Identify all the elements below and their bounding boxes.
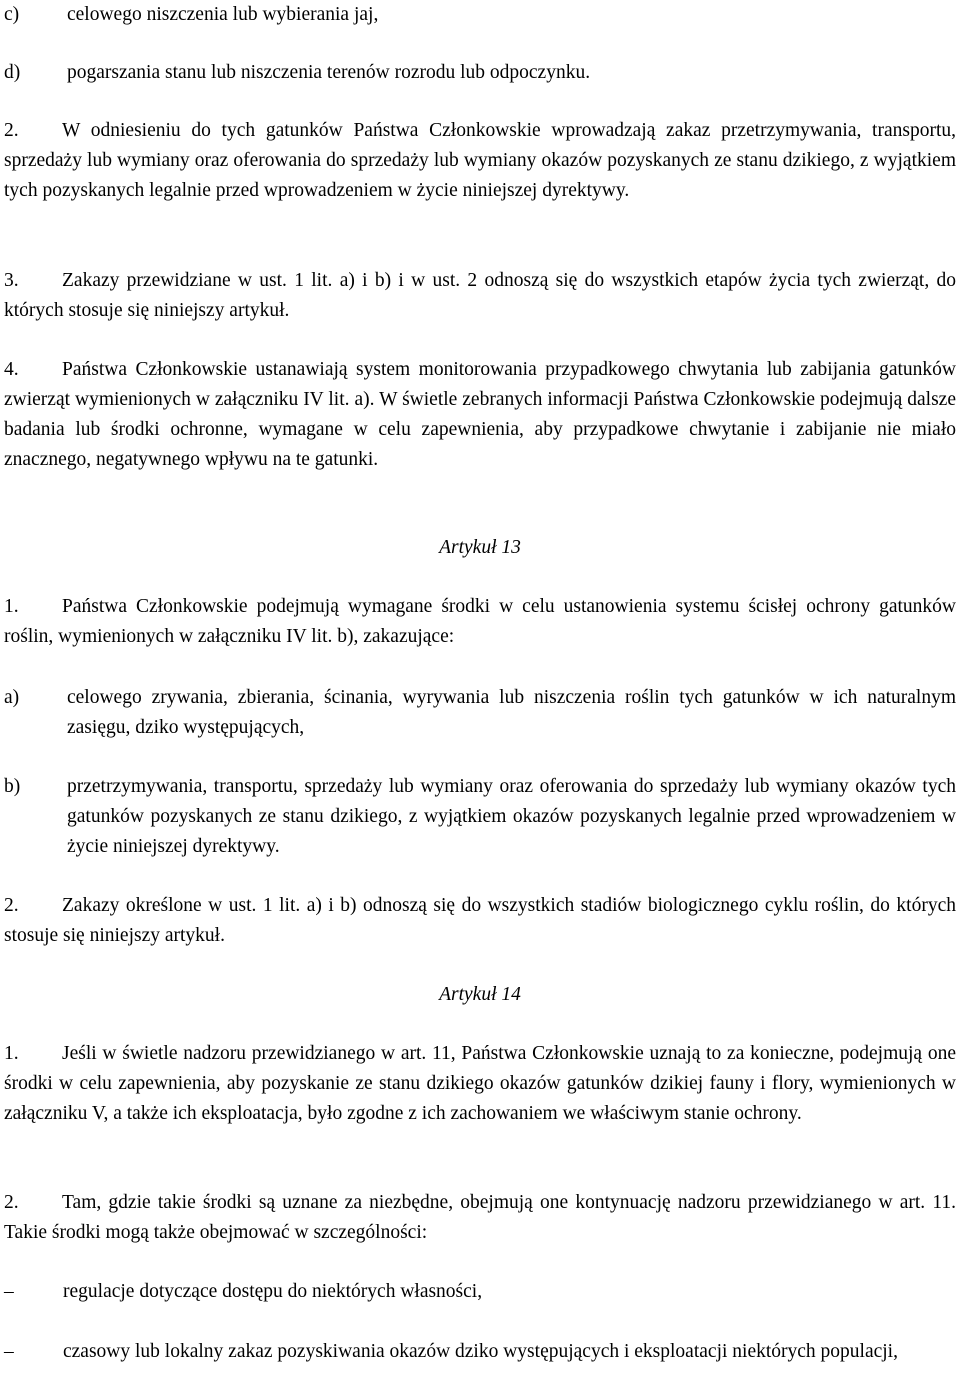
list-item-text: przetrzymywania, transportu, sprzedaży lub wymiany oraz oferowania do sprzedaży lub wymiany okazów tych gatunków pozyskanych ze stanu dzikiego, z wyjątkiem okazów pozyskanych legalnie przed wprowadzeniem w życie niniejszej dyrektywy. [67,776,956,857]
paragraph-12-3 [4,266,956,326]
paragraph-number: 3. [4,270,19,291]
article-heading-13: Artykuł 13 [439,537,521,558]
list-item-c [4,0,956,30]
paragraph-number: 2. [4,895,19,916]
paragraph-number: 1. [4,596,19,617]
paragraph-number: 1. [4,1043,19,1064]
paragraph-number: 2. [4,1192,19,1213]
paragraph-text: W odniesieniu do tych gatunków Państwa Członkowskie wprowadzają zakaz przetrzymywania, transportu, sprzedaży lub wymiany oraz oferowania do sprzedaży lub wymiany okazów pozyskanych ze stanu dzikiego, z wyjątkiem tych pozyskanych legalnie przed wprowadzeniem w życie niniejszej dyrektywy. [4,120,956,201]
dash-list-item [4,1277,956,1307]
paragraph-number: 2. [4,120,19,141]
list-item-a [4,683,956,743]
list-item-b [4,772,956,862]
dash-marker: – [4,1281,14,1302]
list-item-d [4,58,956,88]
list-item-text: czasowy lub lokalny zakaz pozyskiwania okazów dziko występujących i eksploatacji niektórych populacji, [63,1341,898,1362]
paragraph-text: Państwa Członkowskie podejmują wymagane środki w celu ustanowienia systemu ścisłej ochrony gatunków roślin, wymienionych w załączniku IV lit. b), zakazujące: [4,596,956,647]
list-marker: b) [4,776,21,797]
paragraph-13-2 [4,891,956,951]
paragraph-text: Zakazy przewidziane w ust. 1 lit. a) i b) i w ust. 2 odnoszą się do wszystkich etapów życia tych zwierząt, do których stosuje się niniejszy artykuł. [4,270,956,321]
paragraph-14-1 [4,1039,956,1129]
paragraph-12-4 [4,355,956,475]
list-marker: a) [4,687,20,708]
list-item-text: pogarszania stanu lub niszczenia terenów rozrodu lub odpoczynku. [67,62,591,83]
list-item-text: celowego zrywania, zbierania, ścinania, wyrywania lub niszczenia roślin tych gatunków w ich naturalnym zasięgu, dziko występujących, [67,687,956,738]
list-item-text: regulacje dotyczące dostępu do niektórych własności, [63,1281,483,1302]
paragraph-number: 4. [4,359,19,380]
paragraph-12-2 [4,116,956,206]
list-item-text: celowego niszczenia lub wybierania jaj, [67,4,379,25]
list-marker: d) [4,62,21,83]
paragraph-14-2 [4,1188,956,1248]
paragraph-text: Jeśli w świetle nadzoru przewidzianego w art. 11, Państwa Członkowskie uznają to za konieczne, podejmują one środki w celu zapewnienia, aby pozyskanie ze stanu dzikiego okazów gatunków dzikiej fauny i flory, wymienionych w załączniku V, a także ich eksploatacja, było zgodne z ich zachowaniem we właściwym stanie ochrony. [4,1043,956,1124]
dash-marker: – [4,1341,14,1362]
paragraph-text: Zakazy określone w ust. 1 lit. a) i b) odnoszą się do wszystkich stadiów biologicznego cyklu roślin, do których stosuje się niniejszy artykuł. [4,895,956,946]
paragraph-text: Państwa Członkowskie ustanawiają system monitorowania przypadkowego chwytania lub zabijania gatunków zwierząt wymienionych w załączniku IV lit. a). W świetle zebranych informacji Państwa Członkowskie podejmują dalsze badania lub środki ochronne, wymagane w celu zapewnienia, aby przypadkowe chwytanie i zabijanie nie miało znacznego, negatywnego wpływu na te gatunki. [4,359,956,470]
list-marker: c) [4,4,20,25]
dash-list-item [4,1337,956,1367]
article-heading-14: Artykuł 14 [439,984,521,1005]
paragraph-text: Tam, gdzie takie środki są uznane za niezbędne, obejmują one kontynuację nadzoru przewidzianego w art. 11. Takie środki mogą także obejmować w szczególności: [4,1192,956,1243]
paragraph-13-1 [4,592,956,652]
